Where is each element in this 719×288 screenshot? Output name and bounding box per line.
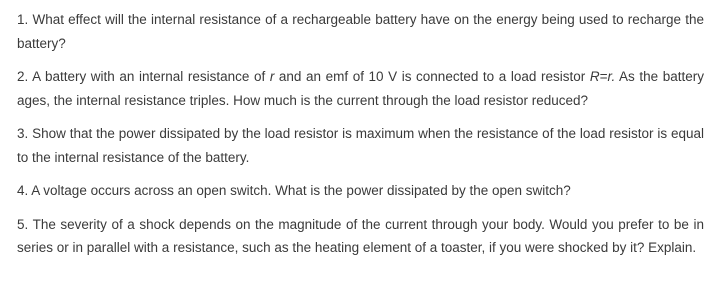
question-4 (17, 179, 704, 203)
question-number: 3. (17, 126, 29, 141)
question-text: The severity of a shock depends on the magnitude of the current through your body. Would you prefer to be in series or in parallel with a resistance, such as the heating element of a toaster, if you were shocked by it? Explain. (17, 216, 704, 255)
variable-equation: R=r. (589, 69, 616, 84)
question-number: 4. (17, 183, 29, 198)
question-text: Show that the power dissipated by the load resistor is maximum when the resistance of the load resistor is equal to the internal resistance of the battery. (17, 126, 704, 165)
question-number: 5. (17, 216, 29, 232)
question-text: What effect will the internal resistance of a rechargeable battery have on the energy being used to recharge the battery? (17, 12, 704, 51)
question-text: As the battery ages, the internal resistance triples. How much is the current through the load resistor reduced? (17, 69, 704, 108)
question-text: A battery with an internal resistance of (32, 69, 266, 84)
variable-r: r (269, 69, 275, 84)
question-1 (17, 8, 704, 55)
question-2 (17, 65, 704, 112)
question-number: 1. (17, 12, 29, 27)
question-text: and an emf of 10 V is connected to a load resistor (278, 69, 586, 84)
question-3 (17, 122, 704, 169)
question-number: 2. (17, 69, 29, 84)
question-text: A voltage occurs across an open switch. What is the power dissipated by the open switch? (31, 183, 571, 198)
question-5 (17, 213, 704, 260)
